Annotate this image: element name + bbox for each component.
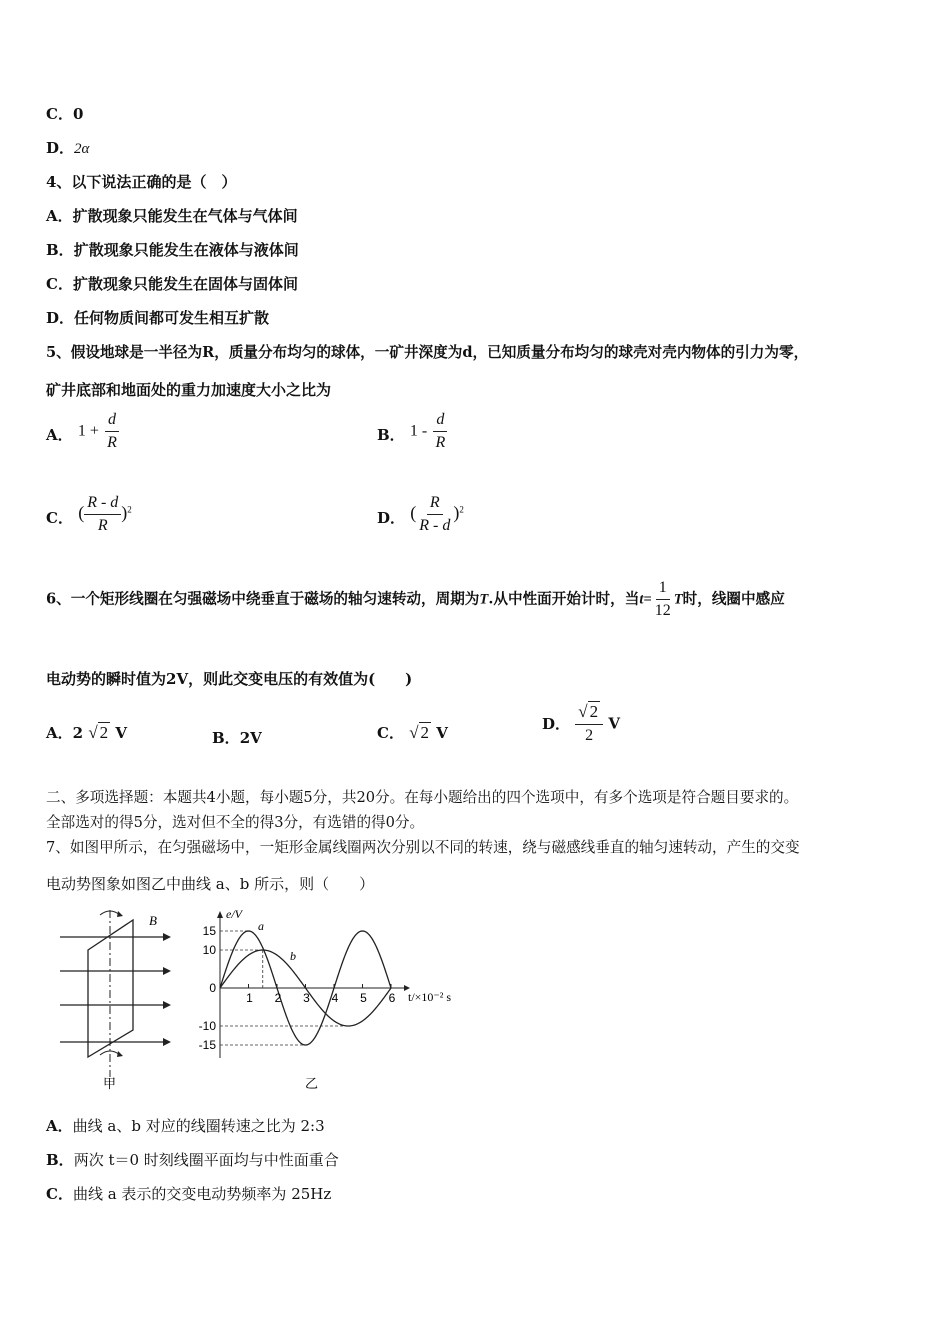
fraction [84,495,121,534]
exponent: 2 [459,504,464,515]
option-label: B． [377,426,405,444]
arrow-icon [163,1001,171,1009]
option-label: D． [46,139,75,157]
option-text: 曲线 a、b 对应的线圈转速之比为 2:3 [72,1117,325,1135]
fraction [652,580,674,619]
arrow-icon [163,1038,171,1046]
option-label: C． [377,724,404,742]
period-symbol: T [673,591,683,608]
fraction-numerator: d [105,412,119,432]
q6-option-d [542,703,620,744]
option-label: D． [377,509,406,527]
coil-diagram [55,905,175,1095]
fraction-numerator: 1 [656,580,670,600]
q6-option-c [377,722,448,743]
x-tick-label: 3 [303,991,310,1005]
option-text: 扩散现象只能发生在液体与液体间 [73,241,299,259]
q4-option-a [46,205,298,226]
y-axis-arrow-icon [217,911,223,918]
q5-stem-line2: 矿井底部和地面处的重力加速度大小之比为 [46,381,332,399]
fraction-numerator [575,703,603,725]
right-paren: ) [453,502,460,523]
q7-option-b [46,1149,339,1170]
radicand: 2 [420,723,430,742]
emf-graph [190,908,475,1093]
q5-option-c [46,495,132,534]
q4-option-c [46,273,298,294]
fraction-denominator: R - d [419,517,451,534]
right-paren: ) [121,502,128,523]
time-symbol: t= [639,591,652,608]
y-tick-label: 10 [202,943,216,957]
x-axis-label: t/×10⁻² s [408,990,452,1004]
square-root: √ 2 [88,723,109,742]
unit: V [608,714,620,733]
fraction [432,412,448,451]
q5-option-b [377,412,448,451]
stem-text: .从中性面开始计时，当 [488,590,640,608]
fraction-denominator: R [435,434,446,451]
section2-instructions-line1: 二、多项选择题：本题共4小题，每小题5分，共20分。在每小题给出的四个选项中，有多个选项是符合题目要求的。 [46,789,799,806]
x-tick-label: 6 [388,991,396,1005]
option-label: A． [46,724,73,742]
option-label: C． [46,105,73,123]
formula-prefix: 1 - [409,422,428,440]
option-label: A． [46,426,73,444]
option-text: 0 [72,105,84,123]
figure-label-yi: 乙 [305,1077,319,1092]
y-tick-label: 15 [202,924,216,938]
q6-stem-line1 [46,580,785,619]
fraction-numerator: R - d [84,495,121,515]
option-label: A． [46,207,73,225]
y-tick-label: -15 [198,1038,216,1052]
option-label: C． [46,1185,73,1203]
fraction-denominator: 2 [585,727,594,744]
q6-option-a [46,722,127,743]
q4-option-d [46,307,269,328]
arrowhead-icon [117,911,123,917]
square-root: √ 2 [578,702,599,721]
period-symbol: T [479,591,489,608]
q7-stem-line1: 7、如图甲所示，在匀强磁场中，一矩形金属线圈两次分别以不同的转速，绕与磁感线垂直的轴匀速转动，产生的交变 [46,839,800,856]
q6-stem-line2: 电动势的瞬时值为2V，则此交变电压的有效值为( ) [46,670,413,688]
x-tick-label: 4 [331,991,339,1005]
y-axis-label: e/V [226,908,242,921]
left-paren: ( [410,502,417,523]
fraction [416,495,453,534]
y-tick-label: -10 [198,1019,216,1033]
field-label: B [149,913,157,928]
fraction [104,412,120,451]
option-text: 2V [239,729,262,747]
option-label: A． [46,1117,73,1135]
fraction-denominator: 12 [654,602,671,619]
option-label: B． [46,1151,74,1169]
option-label: D． [542,715,571,733]
y-tick-label: 0 [209,981,216,995]
q5-option-a [46,412,120,451]
option-label: C． [46,509,73,527]
q7-option-a [46,1115,325,1136]
unit: V [436,724,448,742]
coefficient: 2 [72,724,84,742]
fraction-denominator: R [97,517,108,534]
fraction-denominator: R [107,434,117,451]
q3-option-c [46,103,83,124]
square-root: √ 2 [409,723,430,742]
curve-a-label: a [258,919,264,933]
radicand: 2 [99,723,109,742]
q7-stem-line2: 电动势图象如图乙中曲线 a、b 所示，则（ ） [46,875,375,893]
option-label: B． [46,241,74,259]
q4-option-b [46,239,299,260]
option-label: C． [46,275,73,293]
q7-option-c [46,1183,331,1204]
option-text: 任何物质间都可发生相互扩散 [74,309,270,327]
radicand: 2 [589,702,599,721]
exponent: 2 [127,504,132,515]
arrowhead-icon [117,1051,123,1057]
q5-stem-line1: 5、假设地球是一半径为R，质量分布均匀的球体，一矿井深度为d，已知质量分布均匀的球壳对壳内物体的引力为零， [46,344,809,361]
coil [88,920,133,1057]
section2-instructions-line2: 全部选对的得5分，选对但不全的得3分，有选错的得0分。 [46,814,425,831]
x-tick-label: 5 [360,991,367,1005]
arrow-icon [163,933,171,941]
q6-option-b [212,727,262,748]
arrow-icon [163,967,171,975]
option-label: D． [46,309,75,327]
option-label: B． [212,729,240,747]
option-text: 曲线 a 表示的交变电动势频率为 25Hz [72,1185,332,1203]
left-paren: ( [78,502,85,523]
unit: V [115,724,128,742]
formula-prefix: 1 + [77,422,99,440]
option-text: 扩散现象只能发生在固体与固体间 [72,275,298,293]
x-tick-label: 2 [274,991,282,1005]
fraction [575,703,603,744]
fraction-numerator: d [433,412,447,432]
q4-stem: 4、以下说法正确的是（ ） [46,173,237,191]
figure-label-jia: 甲 [103,1077,117,1092]
q5-option-d [377,495,464,534]
stem-text: 6、一个矩形线圈在匀强磁场中绕垂直于磁场的轴匀速转动，周期为 [46,590,480,608]
field-lines [60,937,163,1042]
option-text: 扩散现象只能发生在气体与气体间 [72,207,298,225]
fraction-numerator: R [427,495,443,515]
q3-option-d [46,137,89,158]
option-text: 2α [74,141,90,157]
field-arrows [163,933,171,1046]
option-text: 两次 t＝0 时刻线圈平面均与中性面重合 [73,1151,339,1169]
stem-text: 时，线圈中感应 [682,590,785,608]
curve-b-label: b [290,949,296,963]
x-tick-label: 1 [246,991,253,1005]
